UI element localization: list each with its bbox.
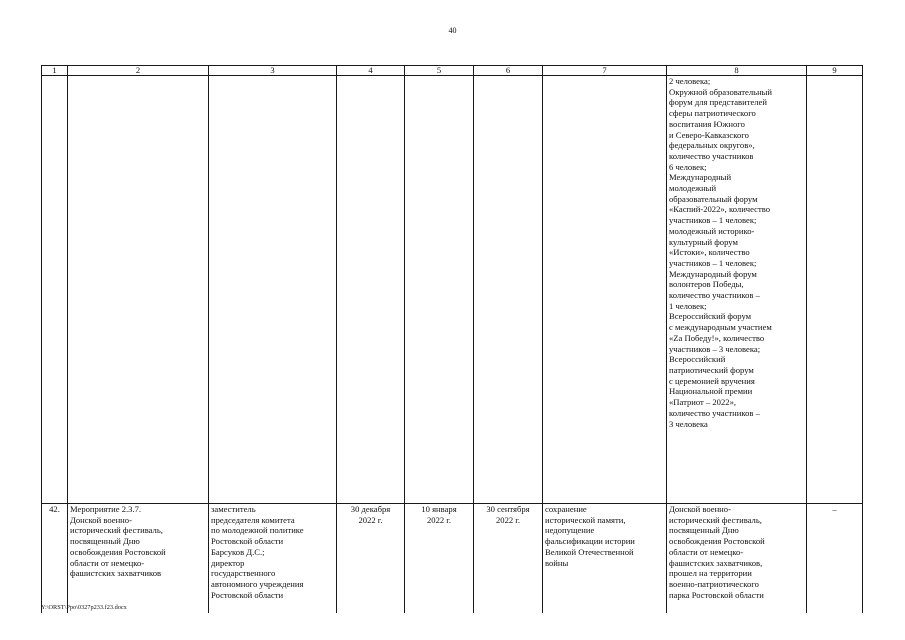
cell-text-line: Ростовской области xyxy=(211,536,284,547)
cell-text-line: «Патриот – 2022», xyxy=(669,397,737,408)
cell-text-line: области от немецко- xyxy=(669,546,744,557)
cell-text-line: фашистских захватчиков xyxy=(70,568,162,579)
cell-text-line: федеральных округов», xyxy=(669,140,755,151)
cell-text-line: области от немецко- xyxy=(70,557,145,568)
cell-text-line: сохранение xyxy=(545,504,587,514)
cell-text-line: фашистских захватчиков, xyxy=(669,557,763,568)
date-cell xyxy=(337,504,405,613)
cell-text-line: Всероссийский форум xyxy=(669,311,752,322)
column-header: 4 xyxy=(337,66,405,76)
cell-text-line: патриотический форум xyxy=(669,364,754,375)
cell-text-line: волонтеров Победы, xyxy=(669,279,744,290)
cell-text-line: и Северо-Кавказского xyxy=(669,129,749,140)
cell-text-line: участников – 1 человек; xyxy=(669,215,757,226)
cell-text-line: директор xyxy=(211,557,245,568)
cell-text-line: военно-патриотического xyxy=(669,578,759,589)
plan-table xyxy=(41,65,863,613)
cell-text-line: недопущение xyxy=(545,525,595,536)
note-dash: – xyxy=(832,504,837,514)
cell-text-line: 2 человека; xyxy=(669,76,711,86)
cell-text-line: «Истоки», количество xyxy=(669,247,750,258)
cell-text-line: государственного xyxy=(211,568,276,579)
cell-text-line: Барсуков Д.С.; xyxy=(211,546,265,557)
cell-text-line: с церемонией вручения xyxy=(669,375,755,386)
cell-text-line: Донской военно- xyxy=(669,504,731,514)
cell-text-line: «Zа Победу!», количество xyxy=(669,332,765,343)
cell-text-line: Всероссийский xyxy=(669,354,726,365)
goal-cell xyxy=(543,504,667,613)
cell-text-line: количество участников xyxy=(669,150,754,161)
cell-text-line: по молодежной политике xyxy=(211,525,304,536)
table-cell xyxy=(543,76,667,504)
cell-text-line: количество участников – xyxy=(669,290,760,301)
column-header: 6 xyxy=(474,66,543,76)
table-row-42 xyxy=(42,504,863,613)
cell-text-line: председателя комитета xyxy=(211,514,295,525)
cell-text-line: Национальной премии xyxy=(669,386,753,397)
cell-text-line: 2022 г. xyxy=(426,514,452,525)
cell-text-line: автономного учреждения xyxy=(211,578,304,589)
note-cell xyxy=(807,504,863,613)
cell-text-line: 3 человека xyxy=(669,418,708,429)
column-header: 3 xyxy=(209,66,337,76)
cell-text-line: молодежный xyxy=(669,183,717,194)
cell-text-line: молодежный историко- xyxy=(669,225,755,236)
table-cell xyxy=(337,76,405,504)
cell-text-line: «Каспий-2022», количество xyxy=(669,204,771,215)
responsible-cell xyxy=(209,504,337,613)
cell-text-line: Международный xyxy=(669,172,732,183)
cell-text-line: исторический фестиваль, xyxy=(70,525,163,536)
cell-text-line: исторической памяти, xyxy=(545,514,626,525)
cell-text-line: сферы патриотического xyxy=(669,108,756,119)
column-header: 2 xyxy=(68,66,209,76)
cell-text-line: фальсификации истории xyxy=(545,536,635,547)
cell-text-line: 10 января xyxy=(421,504,457,514)
column-header: 1 xyxy=(42,66,68,76)
cell-text-line: Окружной образовательный xyxy=(669,86,773,97)
table-cell xyxy=(209,76,337,504)
column-header: 5 xyxy=(405,66,474,76)
table-cell xyxy=(68,76,209,504)
date-cell xyxy=(405,504,474,613)
cell-text-line: заместитель xyxy=(211,504,256,514)
result-cell xyxy=(667,76,807,504)
cell-text-line: участников – 1 человек; xyxy=(669,257,757,268)
cell-text-line: исторический фестиваль, xyxy=(669,514,762,525)
cell-text-line: 2022 г. xyxy=(358,514,383,525)
result-cell xyxy=(667,504,807,613)
cell-text-line: Ростовской области xyxy=(211,589,284,600)
table-cell xyxy=(474,76,543,504)
cell-text-line: 2022 г. xyxy=(495,514,521,525)
cell-text-line: 30 декабря xyxy=(350,504,391,514)
cell-text-line: с международным участием xyxy=(669,322,772,333)
table-row-continued xyxy=(42,76,863,504)
column-header-row xyxy=(42,66,863,76)
date-cell xyxy=(474,504,543,613)
cell-text-line: парка Ростовской области xyxy=(669,589,764,600)
event-name-cell xyxy=(68,504,209,613)
cell-text-line: освобождения Ростовской xyxy=(669,536,765,547)
row-number-cell xyxy=(42,504,68,613)
table-cell xyxy=(405,76,474,504)
table-cell xyxy=(807,76,863,504)
cell-text-line: воспитания Южного xyxy=(669,118,745,129)
row-number: 42. xyxy=(49,504,60,514)
cell-text-line: Международный форум xyxy=(669,268,757,279)
cell-text-line: форум для представителей xyxy=(669,97,767,108)
column-header: 9 xyxy=(807,66,863,76)
cell-text-line: прошел на территории xyxy=(669,568,752,579)
file-path-footer: Y:\ORST\Ppo\0327p233.f23.docx xyxy=(41,604,127,611)
column-header: 7 xyxy=(543,66,667,76)
column-header: 8 xyxy=(667,66,807,76)
cell-text-line: 30 сентября xyxy=(486,504,530,514)
cell-text-line: участников – 3 человека; xyxy=(669,343,761,354)
cell-text-line: Великой Отечественной xyxy=(545,546,634,557)
cell-text-line: Донской военно- xyxy=(70,514,132,525)
cell-text-line: посвященный Дню xyxy=(669,525,739,536)
cell-text-line: войны xyxy=(545,557,569,568)
cell-text-line: освобождения Ростовской xyxy=(70,546,166,557)
cell-text-line: 1 человек; xyxy=(669,300,707,311)
table-cell xyxy=(42,76,68,504)
cell-text-line: посвященный Дню xyxy=(70,536,140,547)
cell-text-line: образовательный форум xyxy=(669,193,758,204)
cell-text-line: количество участников – xyxy=(669,407,760,418)
cell-text-line: культурный форум xyxy=(669,236,738,247)
cell-text-line: 6 человек; xyxy=(669,161,707,172)
cell-text-line: Мероприятие 2.3.7. xyxy=(70,504,142,514)
page-number: 40 xyxy=(448,26,457,35)
